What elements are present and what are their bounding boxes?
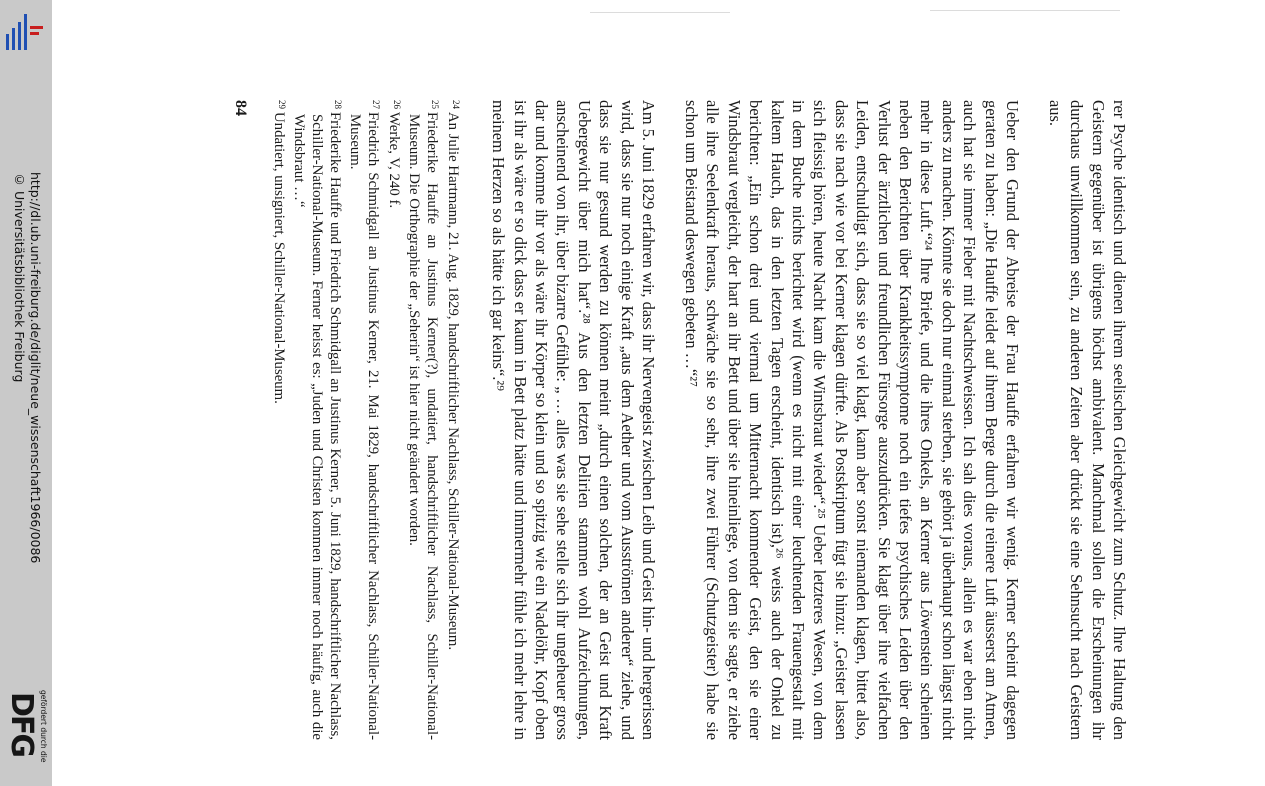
ub-freiburg-logo-icon <box>4 8 46 52</box>
dfg-caption: gefördert durch die <box>39 690 48 763</box>
footnote-number: 26 <box>391 100 402 109</box>
page-number: 84 <box>231 100 249 116</box>
copyright-notice: © Universitätsbibliothek Freiburg <box>12 172 27 383</box>
footnote-text: Werke, V, 240 f. <box>385 112 402 209</box>
footnote <box>405 100 443 740</box>
footnote-number: 25 <box>430 100 441 109</box>
scanned-page <box>90 100 1130 740</box>
footnote-number: 28 <box>332 100 343 109</box>
footnote-text: Friederike Hauffe und Friedrich Schmidgall an Justinus Kerner, 5. Juni 1829, handschriftlicher Nachlass, Schiller-National-Museum. Ferner heisst es: „Juden und Christen kommen immer noch häufig, auch die Windsbraut …“ <box>291 112 343 740</box>
footnote <box>290 100 346 740</box>
footnote <box>384 100 405 740</box>
footnote-text: Friederike Hauffe an Justinus Kerner(?), undatiert, handschriftlicher Nachlass, Schiller-National-Museum. Die Orthographie der „Seherin“ ist hier nicht geändert worden. <box>406 112 441 740</box>
body-paragraph: Am 5. Juni 1829 erfahren wir, dass ihr Nervengeist zwischen Leib und Geist hin- und hergerissen wird, dass sie nur noch einige Kraft „aus dem Aether und vom Ausströmen anderer“ ziehe, und dass sie nur gesund werden zu können meint „durch einen solchen, der an Geist und Kraft Uebergewicht über mich hat“.²⁸ Aus den letzten Delirien stammen wohl Aufzeichnungen, anscheinend von ihr, über bizarre Gefühle: „ … alles was sie sehe stelle sich ihr ungeheuer gross dar und komme ihr vor als wäre ihr Körper so klein und so spitzig wie ein Nadelöhr, Kopf oben ist ihr als wäre er so dick dass er kaum in Bett platz hätte und immermehr fühle ich mehr lehre in meinem Herzen so als hätte ich gar keins“.²⁹ <box>489 100 659 740</box>
footnote <box>269 100 290 740</box>
footnote-text: Undatiert, unsigniert, Schiller-National-Museum. <box>270 112 287 404</box>
footnote <box>346 100 384 740</box>
body-paragraph: rer Psyche identisch und dienen ihrem seelischen Gleichgewicht zum Schutz. Ihre Haltung den Geistern gegenüber ist übrigens höchst ambivalent. Manchmal sollen die Erscheinungen ihr durchaus unwillkommen sein, zu anderen Zeiten aber drückt sie eine Sehnsucht nach Geistern aus. <box>1045 100 1129 740</box>
body-paragraph: Ueber den Grund der Abreise der Frau Hauffe erfahren wir wenig. Kerner scheint dagegen geraten zu haben: „Die Hauffe leidet auf ihrem Berge durch die reinere Luft äusserst am Atmen, auch hat sie immer Fieber mit Nachtschweissen. Ich sah dies voraus, allein es war eben nicht anders zu machen. Könnte sie doch nur einmal sterben, sie gehört ja überhaupt schon längst nicht mehr in diese Luft.“²⁴ Ihre Briefe, und die ihres Onkels, an Kerner aus Löwenstein scheinen neben den Berichten über Krankheitssymptome noch ein tiefes psychisches Leiden über den Verlust der ärztlichen und freundlichen Fürsorge auszudrücken. Sie klagt über ihre vielfachen Leiden, entschuldigt sich, dass sie so viel klagt, kann aber sonst niemanden klagen, bittet also, dass sie nach wie vor bei Kerner klagen dürfte. Als Postskriptum fügt sie hinzu: „Geister lassen sich fleissig hören, heute Nacht kam die Wintsbraut wieder“.²⁵ Ueber letzteres Wesen, von dem in dem Buche nichts berichtet wird (wenn es nicht mit einer leuchtenden Frauengestalt mit kaltem Hauch, das in den letzten Tagen erscheint, identisch ist),²⁶ weiss auch der Onkel zu berichten: „Ein schon drei und viermal um Mitternacht kommender Geist, den sie einer Windsbraut vergleicht, der hart an ihr Bett und über sie hineinliege, von dem sie sagte, er ziehe alle ihre Seelenkraft heraus, schwäche sie so sehr, ihre zwei Führer (Schutzgeister) habe sie schon um Beistand deswegen gebeten …“²⁷ <box>681 100 1022 740</box>
footnote-number: 27 <box>371 100 382 109</box>
footnote-text: Friedrich Schmidgall an Justinus Kerner, 21. Mai 1829, handschriftlicher Nachlass, Schiller-National-Museum. <box>347 112 382 740</box>
scan-artifact <box>590 12 730 13</box>
footnote-text: An Julie Hartmann, 21. Aug. 1829, handschriftlicher Nachlass, Schiller-National-Museum. <box>444 112 461 651</box>
dfg-mark: DFG <box>4 692 39 757</box>
sidebar-caption <box>5 172 43 564</box>
footnote-number: 29 <box>276 100 287 109</box>
viewer-sidebar <box>0 0 52 786</box>
footnote-number: 24 <box>450 100 461 109</box>
document-url[interactable]: http://dl.ub.uni-freiburg.de/diglit/neue_wissenschaft1966/0086 <box>28 172 43 564</box>
scan-artifact <box>930 10 1120 11</box>
footnotes <box>269 100 464 740</box>
dfg-logo <box>4 690 50 780</box>
footnote <box>443 100 464 740</box>
